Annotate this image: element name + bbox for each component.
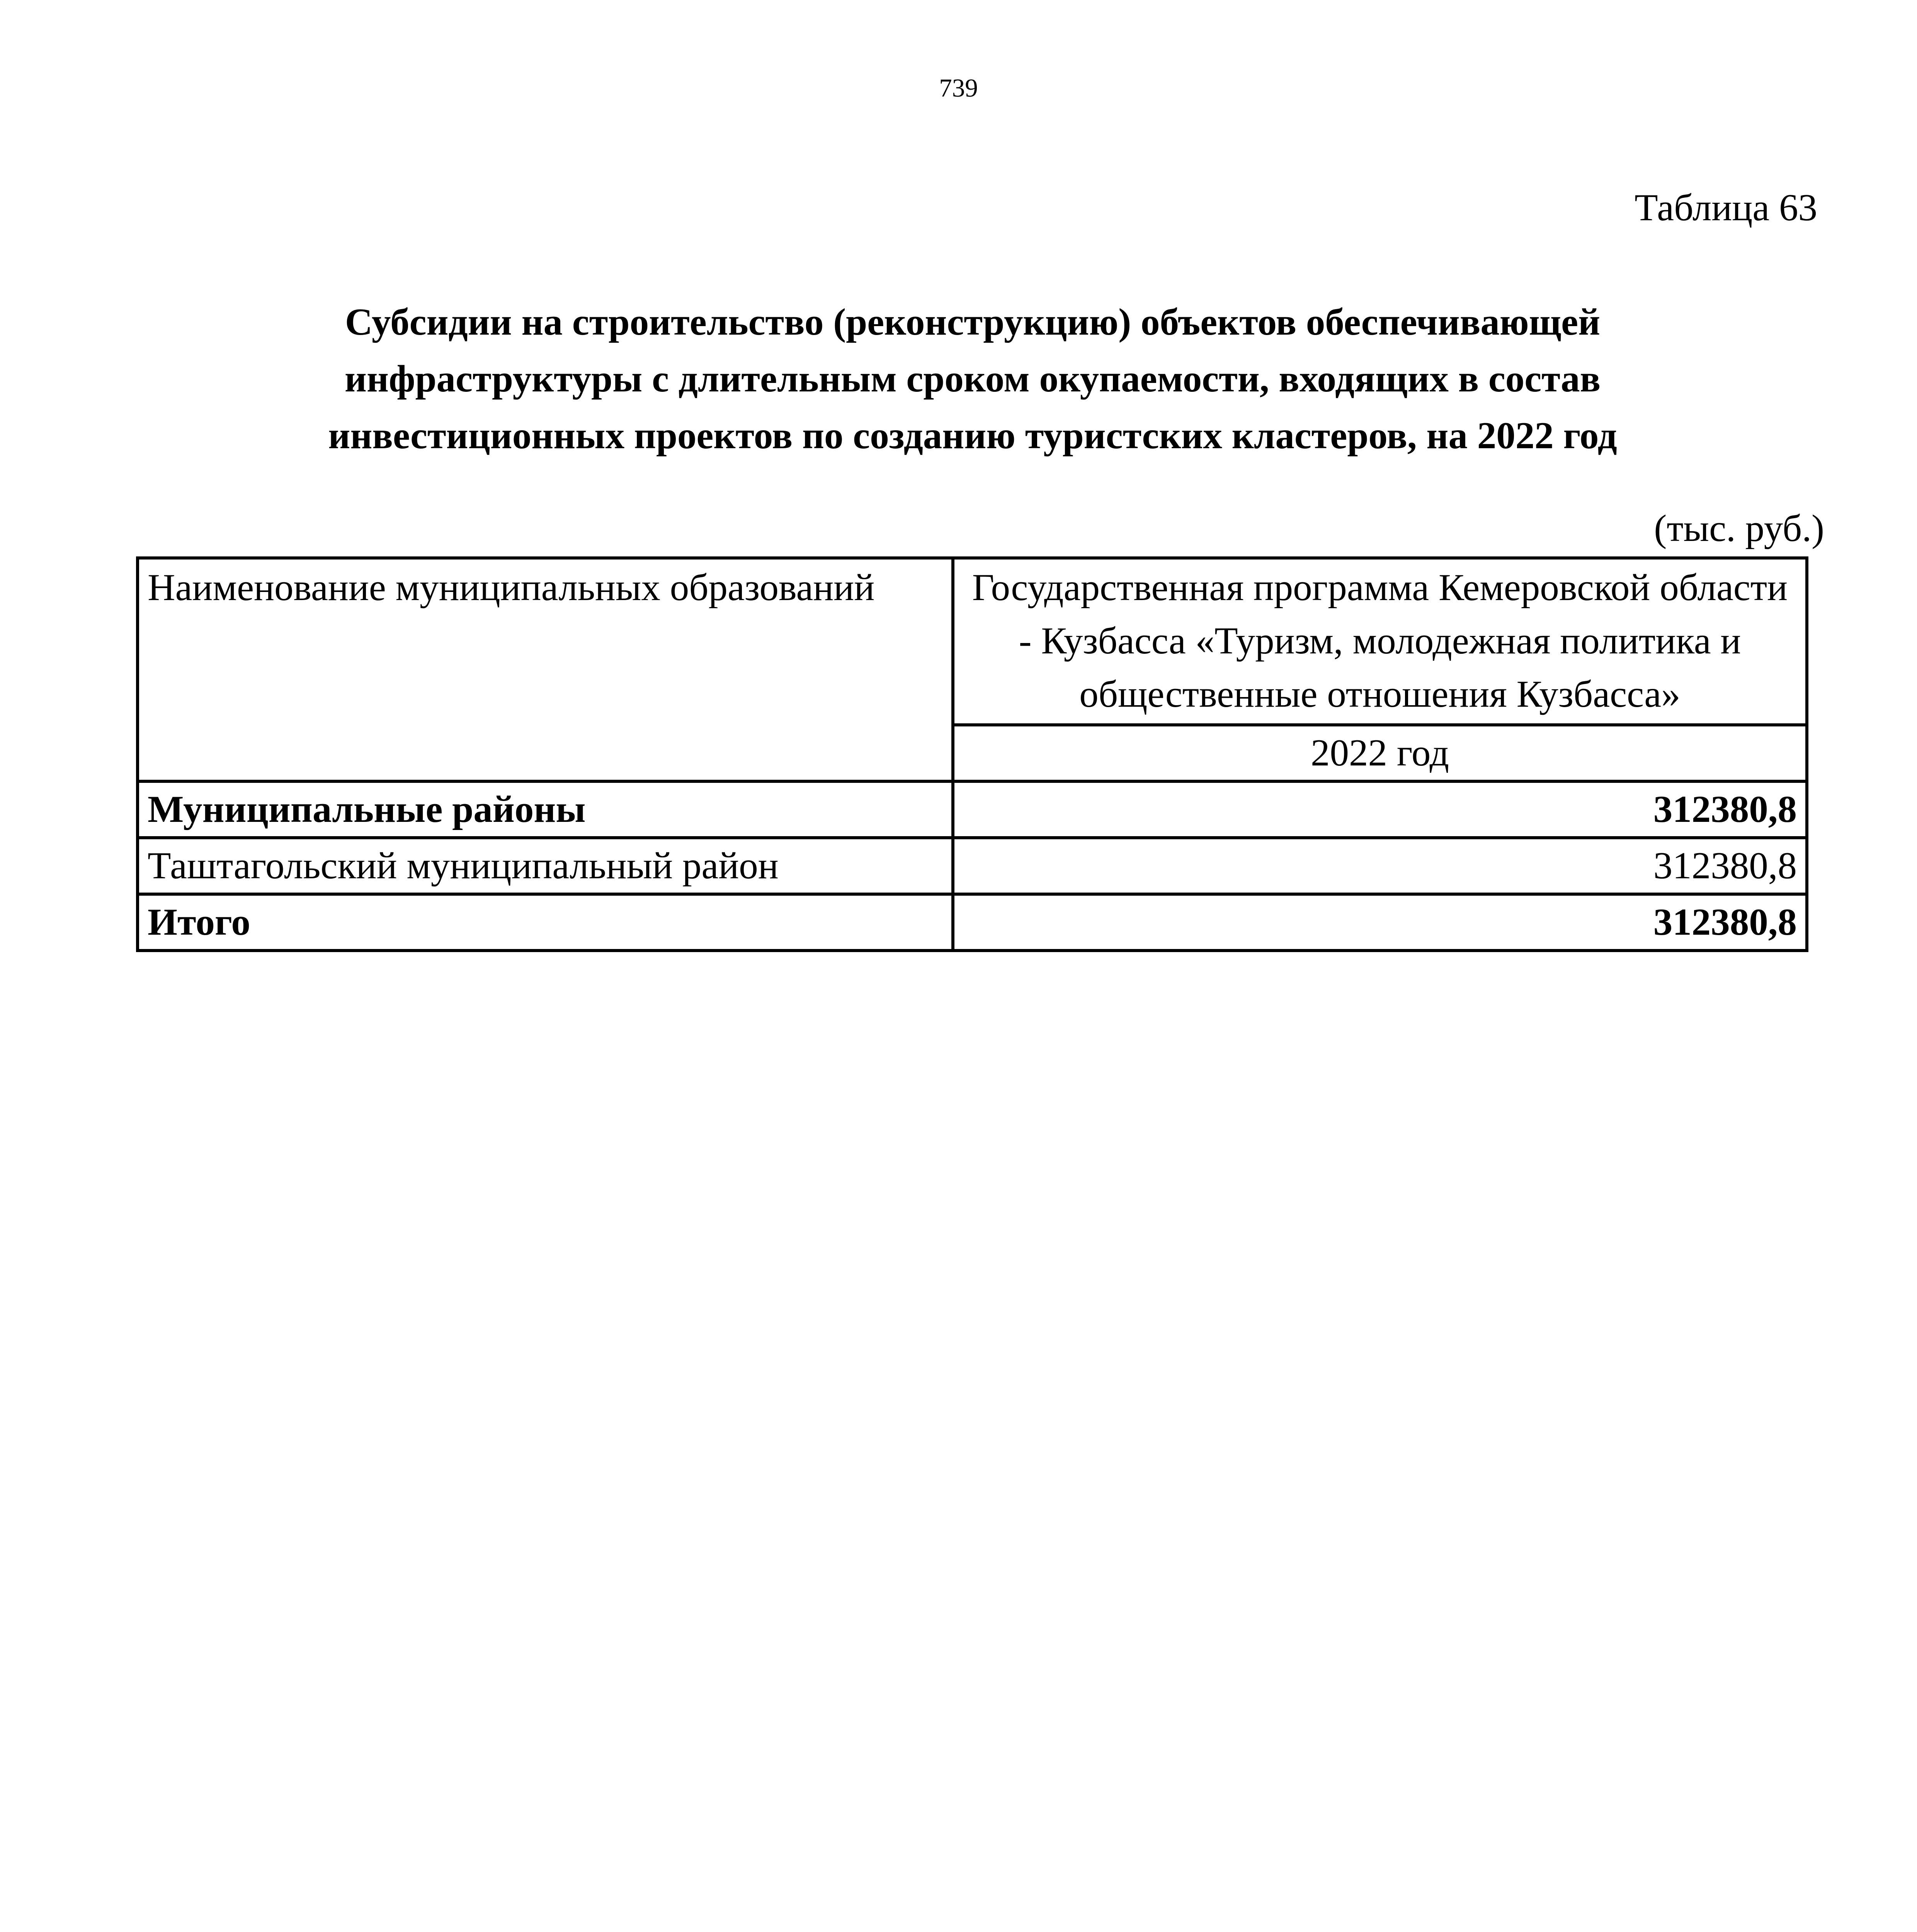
row-name-municipal-districts: Муниципальные районы xyxy=(138,781,953,838)
row-name-total: Итого xyxy=(138,894,953,951)
title-line-3: инвестиционных проектов по созданию туристских кластеров, на 2022 год xyxy=(328,415,1617,457)
document-title xyxy=(216,294,1729,464)
header-municipality-name: Наименование муниципальных образований xyxy=(138,558,953,781)
table-label: Таблица 63 xyxy=(1635,187,1817,229)
row-value-total: 312380,8 xyxy=(953,894,1807,951)
table-row xyxy=(138,894,1807,951)
subsidy-table xyxy=(136,556,1808,952)
table-row xyxy=(138,781,1807,838)
row-value-tashtagol-district: 312380,8 xyxy=(953,838,1807,894)
table-header-row xyxy=(138,558,1807,725)
title-line-1: Субсидии на строительство (реконструкцию) объектов обеспечивающей xyxy=(345,301,1601,343)
table-row xyxy=(138,838,1807,894)
header-program: Государственная программа Кемеровской области - Кузбасса «Туризм, молодежная политика и общественные отношения Кузбасса» xyxy=(953,558,1807,725)
page-number: 739 xyxy=(939,74,978,102)
header-year: 2022 год xyxy=(953,725,1807,781)
units-label: (тыс. руб.) xyxy=(1654,507,1824,549)
title-line-2: инфраструктуры с длительным сроком окупаемости, входящих в состав xyxy=(344,358,1601,400)
row-name-tashtagol-district: Таштагольский муниципальный район xyxy=(138,838,953,894)
row-value-municipal-districts: 312380,8 xyxy=(953,781,1807,838)
